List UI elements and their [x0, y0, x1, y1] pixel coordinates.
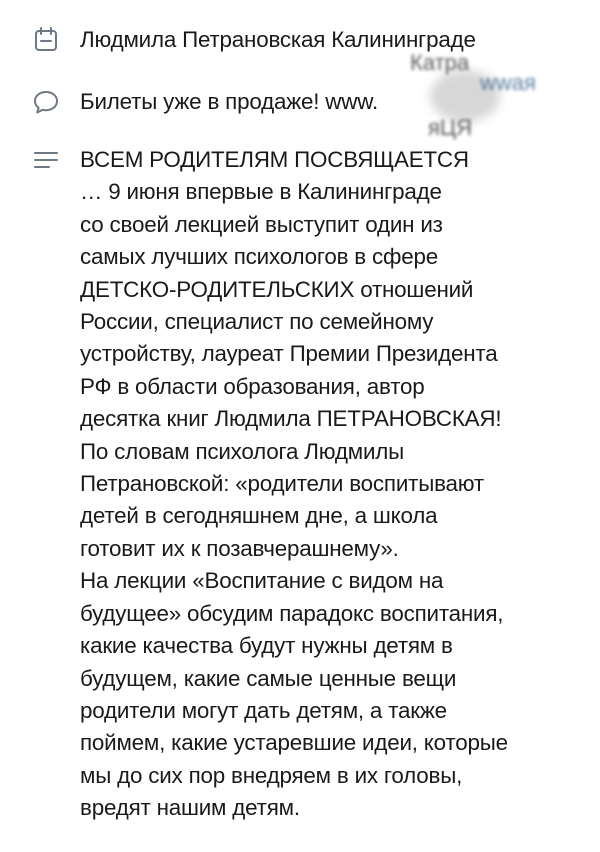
comment-icon — [30, 86, 62, 118]
event-title-row — [0, 20, 600, 60]
event-description: ВСЕМ РОДИТЕЛЯМ ПОСВЯЩАЕТСЯ … 9 июня впервые в Калининграде со своей лекцией выступит один из самых лучших психологов в сфере ДЕТСКО-РОДИТЕЛЬСКИХ отношений России, специалист по семейному устройству, лауреат Премии Президента РФ в области образования, автор десятка книг Людмила ПЕТРАНОВСКАЯ! По словам психолога Людмилы Петрановской: «родители воспитывают детей в сегодняшнем дне, а школа готовит их к позавчерашнему». На лекции «Воспитание с видом на будущее» обсудим парадокс воспитания, какие качества будут нужны детям в будущем, какие самые ценные вещи родители могут дать детям, а также поймем, какие устаревшие идеи, которые мы до сих пор внедряем в их головы, вредят нашим детям. — [80, 147, 508, 821]
blurred-region — [430, 70, 500, 122]
description-row — [0, 140, 600, 840]
overlay-fragment-1: Катра — [410, 50, 470, 75]
overlay-fragment-3: яЦЯ — [428, 115, 473, 140]
event-title: Людмила Петрановская Калининграде — [80, 27, 476, 52]
tickets-row — [0, 68, 600, 138]
menu-lines-icon — [30, 144, 62, 176]
tickets-text[interactable]: Билеты уже в продаже! www. — [80, 89, 378, 114]
overlay-fragment-2: wwaя — [480, 70, 536, 95]
event-icon — [30, 24, 62, 56]
